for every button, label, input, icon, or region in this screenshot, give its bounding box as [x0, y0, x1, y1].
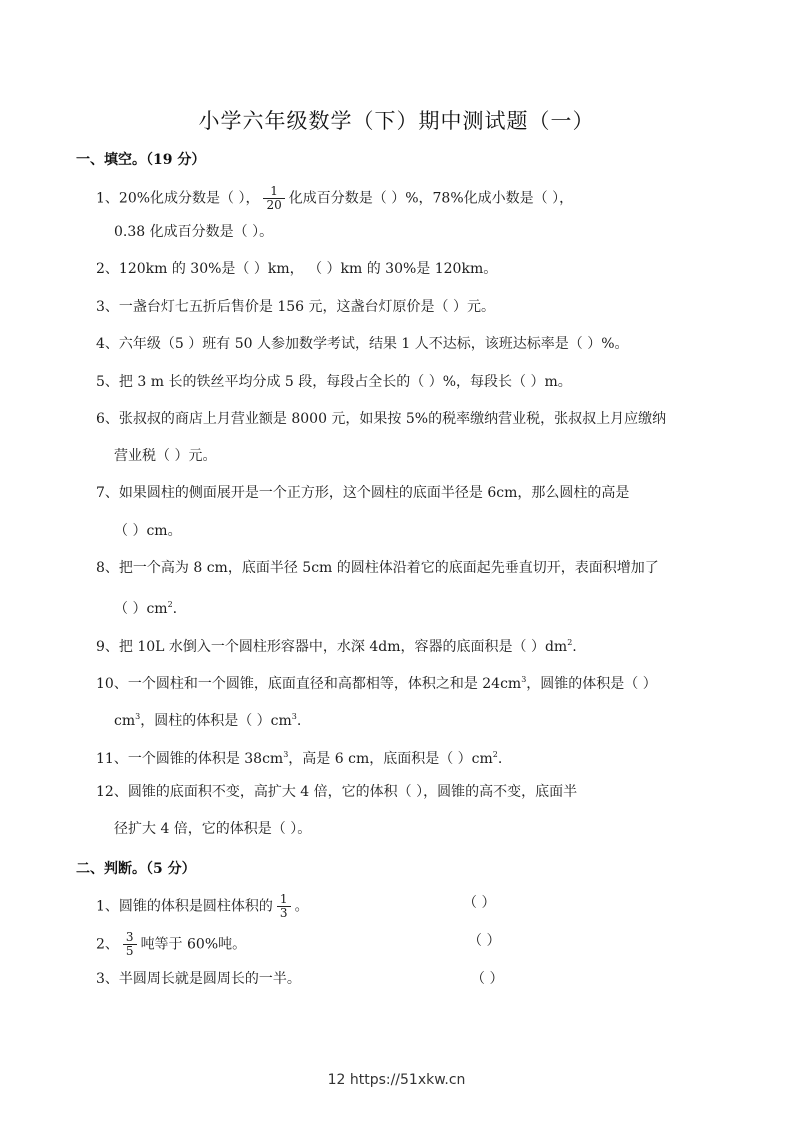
question-11-text-end: .: [497, 751, 503, 767]
judgment-2-text-b: 吨等于 60%吨。: [140, 936, 247, 953]
question-6-line-1: 6、张叔叔的商店上月营业额是 8000 元，如果按 5%的税率缴纳营业税，张叔叔上月应缴纳: [96, 411, 667, 427]
question-10-text-a-end: ，圆锥的体积是（ ）: [526, 676, 657, 692]
judgment-1-answer-blank: （ ）: [463, 895, 496, 911]
fraction-denominator: 3: [279, 906, 288, 920]
superscript: 2: [567, 638, 573, 647]
section-heading-true-false: 二、判断。（5 分）: [76, 861, 196, 877]
question-8-line-2: [114, 595, 177, 619]
question-11: [96, 745, 502, 769]
question-1-line-1: [96, 185, 573, 212]
question-8-text-b: （ ）cm: [114, 601, 168, 617]
question-10-line-2: [114, 707, 301, 731]
judgment-3-answer-blank: （ ）: [471, 971, 504, 987]
question-2: 2、120km 的 30%是（ ）km， （ ）km 的 30%是 120km。: [96, 261, 498, 277]
judgment-2-answer-blank: （ ）: [468, 933, 501, 949]
superscript: 2: [492, 750, 498, 759]
page-footer: 12 https://51xkw.cn: [327, 1072, 466, 1088]
question-9: [96, 633, 577, 657]
question-7-line-2: （ ）cm。: [114, 523, 182, 539]
question-1-text-b: 化成百分数是（ ）%，78%化成小数是（ ），: [288, 190, 574, 207]
section-heading-fill-in: 一、填空。（19 分）: [76, 152, 206, 168]
superscript: 3: [283, 750, 289, 759]
judgment-1-text-b: 。: [294, 898, 309, 915]
question-12-line-1: 12、圆锥的底面积不变，高扩大 4 倍，它的体积（ ），圆锥的高不变，底面半: [96, 784, 578, 800]
question-10-text-b: cm: [114, 713, 136, 729]
question-12-line-2: 径扩大 4 倍，它的体积是（ ）。: [114, 821, 312, 837]
superscript: 3: [135, 712, 141, 721]
judgment-1-text-a: 1、圆锥的体积是圆柱体积的: [96, 898, 273, 915]
superscript: 3: [291, 712, 297, 721]
page-title: 小学六年级数学（下）期中测试题（一）: [198, 109, 595, 133]
question-10-text-b-mid: ，圆柱的体积是（ ）cm: [140, 713, 292, 729]
question-6-line-2: 营业税（ ）元。: [114, 448, 217, 464]
fraction-numerator: 1: [263, 185, 284, 199]
question-10-line-1: [96, 670, 657, 694]
question-7-line-1: 7、如果圆柱的侧面展开是一个正方形，这个圆柱的底面半径是 6cm，那么圆柱的高是: [96, 485, 630, 501]
question-10-text-b-end: .: [296, 713, 302, 729]
question-8-text-end: .: [172, 601, 178, 617]
judgment-3: 3、半圆周长就是圆周长的一半。: [96, 971, 301, 987]
fraction-denominator: 20: [266, 198, 282, 212]
superscript: 2: [167, 600, 173, 609]
question-11-text-mid: ，高是 6 cm，底面积是（ ）cm: [288, 751, 493, 767]
fraction-1-20: [263, 185, 284, 212]
question-3: 3、一盏台灯七五折后售价是 156 元，这盏台灯原价是（ ）元。: [96, 299, 495, 315]
fraction-1-3: [277, 893, 291, 920]
fraction-3-5: [123, 931, 137, 958]
judgment-2-text-a: 2、: [96, 936, 119, 953]
question-4: 4、六年级（5 ）班有 50 人参加数学考试，结果 1 人不达标，该班达标率是（ ）%。: [96, 336, 629, 352]
fraction-numerator: 1: [277, 893, 291, 907]
fraction-denominator: 5: [125, 944, 134, 958]
fraction-numerator: 3: [123, 931, 137, 945]
question-10-text-a: 10、一个圆柱和一个圆锥，底面直径和高都相等，体积之和是 24cm: [96, 676, 522, 692]
judgment-1: [96, 893, 309, 920]
judgment-2: [96, 931, 246, 958]
question-9-text: 9、把 10L 水倒入一个圆柱形容器中，水深 4dm，容器的底面积是（ ）dm: [96, 639, 568, 655]
question-1-line-2: 0.38 化成百分数是（ ）。: [114, 224, 274, 240]
question-11-text-a: 11、一个圆锥的体积是 38cm: [96, 751, 284, 767]
question-8-line-1: 8、把一个高为 8 cm，底面半径 5cm 的圆柱体沿着它的底面起先垂直切开，表面积增加了: [96, 560, 659, 576]
question-9-text-end: .: [572, 639, 577, 655]
question-1-text-a: 1、20%化成分数是（ ），: [96, 190, 260, 207]
question-5: 5、把 3 m 长的铁丝平均分成 5 段，每段占全长的（ ）%，每段长（ ）m。: [96, 374, 572, 390]
superscript: 3: [521, 675, 527, 684]
